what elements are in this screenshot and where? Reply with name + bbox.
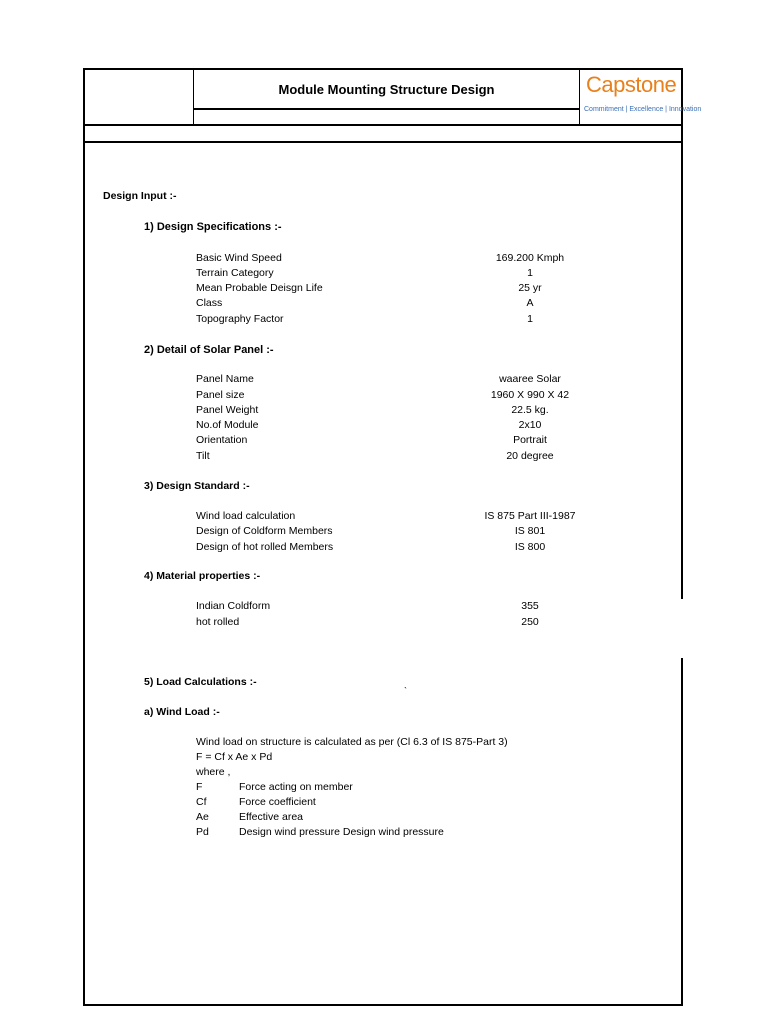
row-value: IS 875 Part III-1987 (484, 510, 576, 522)
section-heading-solar-panel: 2) Detail of Solar Panel :- (144, 344, 274, 356)
row-value: 20 degree (506, 450, 554, 462)
frame-right-border-lower (681, 658, 683, 1006)
page-title: Module Mounting Structure Design (278, 81, 495, 97)
definition-symbol: Cf (196, 796, 207, 808)
capstone-logo (582, 70, 702, 122)
design-input-heading: Design Input :- (103, 190, 177, 202)
row-label: Mean Probable Deisgn Life (196, 282, 323, 294)
frame-right-border (681, 68, 683, 599)
row-value: 169.200 Kmph (495, 252, 565, 264)
row-value: 22.5 kg. (511, 404, 549, 416)
row-label: hot rolled (196, 616, 240, 628)
row-label: Class (196, 297, 223, 309)
definition-text: Effective area (239, 811, 304, 823)
row-label: Tilt (196, 450, 210, 462)
definition-text: Force acting on member (239, 781, 353, 793)
row-value: 355 (521, 600, 539, 612)
header-divider-right (579, 68, 580, 126)
subsection-heading-wind-load: a) Wind Load :- (144, 706, 220, 718)
stray-mark: ` (404, 686, 407, 696)
row-label: Topography Factor (196, 313, 284, 325)
definition-symbol: Ae (196, 811, 209, 823)
wind-load-intro: Wind load on structure is calculated as per (Cl 6.3 of IS 875-Part 3) (196, 736, 508, 748)
where-label: where , (196, 766, 231, 778)
row-value: 25 yr (518, 282, 542, 294)
row-label: Panel Name (196, 373, 254, 385)
row-label: Terrain Category (196, 267, 274, 279)
row-label: Orientation (196, 434, 248, 446)
header-bottom-rule (83, 124, 683, 126)
row-value: 1960 X 990 X 42 (490, 389, 570, 401)
row-value: 2x10 (518, 419, 542, 431)
row-label: Design of hot rolled Members (196, 541, 334, 553)
row-value: 250 (521, 616, 539, 628)
row-label: Basic Wind Speed (196, 252, 282, 264)
row-value: waaree Solar (499, 373, 561, 385)
row-value: 1 (527, 313, 533, 325)
row-value: A (526, 297, 534, 309)
row-value: 1 (527, 267, 533, 279)
definition-symbol: Pd (196, 826, 209, 838)
section-heading-load-calculations: 5) Load Calculations :- (144, 676, 257, 688)
row-label: Design of Coldform Members (196, 525, 333, 537)
frame-bottom-border (83, 1004, 683, 1006)
row-value: IS 801 (514, 525, 546, 537)
wind-load-formula: F = Cf x Ae x Pd (196, 751, 273, 763)
row-label: Indian Coldform (196, 600, 271, 612)
logo-wordmark: Capstone (586, 72, 677, 97)
logo-tagline: Commitment | Excellence | Innovation (584, 106, 702, 113)
header-second-rule (83, 141, 683, 143)
section-heading-material-properties: 4) Material properties :- (144, 570, 261, 582)
definition-symbol: F (196, 781, 203, 793)
definition-text: Design wind pressure Design wind pressure (239, 826, 444, 838)
row-label: No.of Module (196, 419, 259, 431)
section-heading-design-specifications: 1) Design Specifications :- (144, 221, 282, 233)
row-label: Wind load calculation (196, 510, 296, 522)
section-heading-design-standard: 3) Design Standard :- (144, 480, 250, 492)
row-label: Panel Weight (196, 404, 259, 416)
row-value: IS 800 (514, 541, 546, 553)
row-value: Portrait (513, 434, 547, 446)
frame-left-border (83, 68, 85, 1006)
row-label: Panel size (196, 389, 245, 401)
header-title-underline (193, 108, 580, 110)
definition-text: Force coefficient (239, 796, 316, 808)
